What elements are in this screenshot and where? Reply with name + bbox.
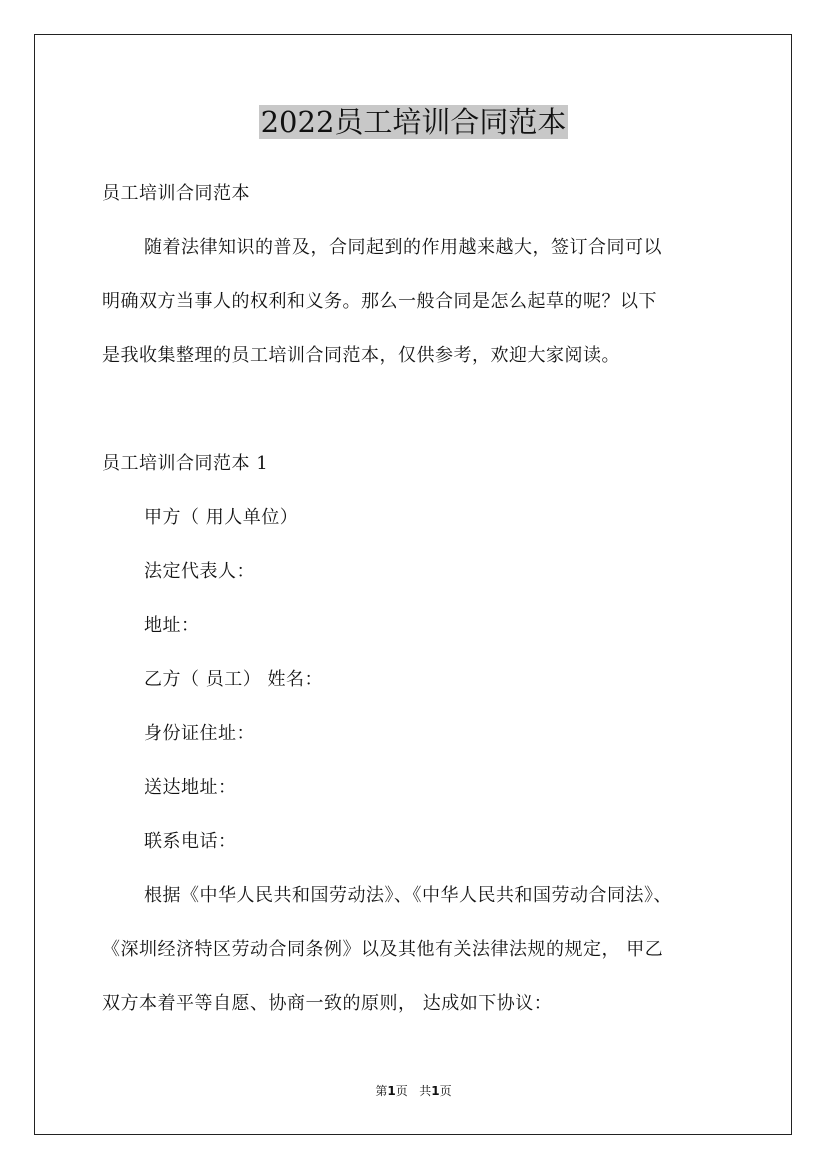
field-party-a: 甲方（ 用人单位） bbox=[144, 507, 299, 528]
intro-line-2: 明确双方当事人的权利和义务。那么一般合同是怎么起草的呢？以下 bbox=[102, 291, 657, 312]
field-address: 地址： bbox=[144, 615, 200, 636]
document-title bbox=[0, 102, 827, 142]
section-heading: 员工培训合同范本 1 bbox=[102, 453, 269, 474]
field-party-b-name: 乙方（ 员工） 姓名： bbox=[144, 669, 323, 690]
field-delivery-address: 送达地址： bbox=[144, 777, 237, 798]
page-prefix: 第 bbox=[375, 1084, 388, 1098]
basis-line-2: 《深圳经济特区劳动合同条例》以及其他有关法律法规的规定， 甲乙 bbox=[102, 939, 664, 960]
intro-line-1: 随着法律知识的普及，合同起到的作用越来越大，签订合同可以 bbox=[144, 237, 662, 258]
field-id-address: 身份证住址： bbox=[144, 723, 255, 744]
field-legal-representative: 法定代表人： bbox=[144, 561, 255, 582]
document-title-text: 2022员工培训合同范本 bbox=[260, 105, 567, 139]
page-footer bbox=[0, 1083, 827, 1099]
total-suffix: 页 bbox=[439, 1084, 452, 1098]
basis-line-3: 双方本着平等自愿、协商一致的原则， 达成如下协议： bbox=[102, 993, 553, 1014]
page-suffix: 页 bbox=[395, 1084, 408, 1098]
basis-line-1: 根据《中华人民共和国劳动法》、《中华人民共和国劳动合同法》、 bbox=[144, 885, 672, 906]
field-phone: 联系电话： bbox=[144, 831, 237, 852]
intro-line-3: 是我收集整理的员工培训合同范本，仅供参考，欢迎大家阅读。 bbox=[102, 345, 620, 366]
page-number: 1 bbox=[387, 1084, 396, 1098]
total-number: 1 bbox=[431, 1084, 440, 1098]
document-subtitle: 员工培训合同范本 bbox=[102, 183, 250, 204]
total-prefix: 共 bbox=[419, 1084, 432, 1098]
